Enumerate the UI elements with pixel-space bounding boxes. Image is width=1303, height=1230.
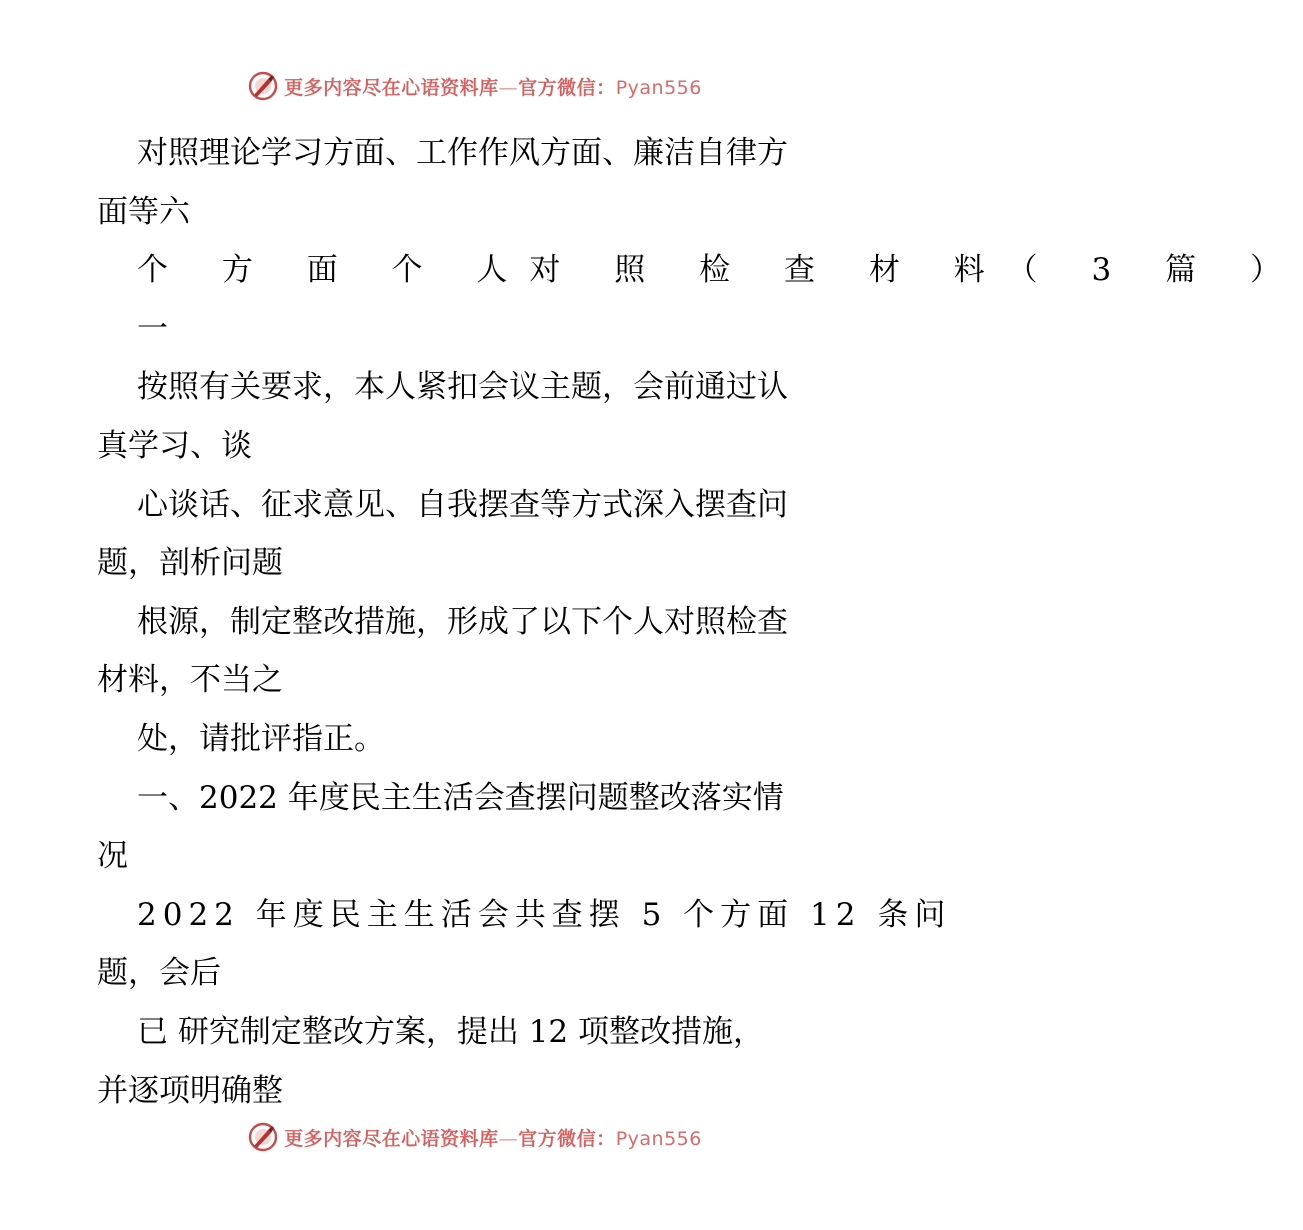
document-title-line: 个 方 面 个 人对 照 检 查 材 料（ 3 篇 ） [137, 252, 1303, 289]
watermark-separator: — [498, 76, 519, 99]
footer-watermark [0, 1122, 950, 1152]
text-line: 对照理论学习方面、工作作风方面、廉洁自律方 [137, 135, 788, 171]
watermark-suffix: 官方微信： [518, 1127, 616, 1150]
watermark-separator: — [498, 1127, 519, 1150]
text-line: 处，请批评指正。 [137, 720, 385, 757]
text-line: 根源，制定整改措施，形成了以下个人对照检查 [137, 603, 788, 640]
watermark-brand: 更多内容尽在心语资料库 [284, 1127, 499, 1150]
text-line: 题，剖析问题 [97, 545, 283, 582]
text-line: 真学习、谈 [97, 427, 252, 464]
pen-logo-icon [248, 1122, 278, 1152]
document-body [97, 124, 1303, 1120]
text-line: 心谈话、征求意见、自我摆查等方式深入摆查问 [137, 486, 788, 523]
text-line: 并逐项明确整 [97, 1072, 283, 1109]
text-line: 面等六 [97, 193, 190, 230]
pen-logo-icon [248, 71, 278, 101]
watermark-suffix: 官方微信： [518, 76, 616, 99]
text-line: 材料，不当之 [97, 662, 283, 699]
section-marker: 一 [137, 310, 168, 347]
text-line: 题，会后 [97, 955, 221, 992]
watermark-id: Pyan556 [615, 76, 702, 99]
watermark-brand: 更多内容尽在心语资料库 [284, 76, 499, 99]
text-line: 2022 年度民主生活会共查摆 5 个方面 12 条问 [137, 896, 952, 933]
section-heading: 一、2022 年度民主生活会查摆问题整改落实情 [137, 779, 784, 816]
text-line: 按照有关要求，本人紧扣会议主题，会前通过认 [137, 369, 788, 406]
text-line: 况 [97, 838, 128, 875]
watermark-id: Pyan556 [615, 1127, 702, 1150]
text-line: 已 研究制定整改方案，提出 12 项整改措施， [137, 1013, 765, 1050]
header-watermark [0, 71, 950, 101]
